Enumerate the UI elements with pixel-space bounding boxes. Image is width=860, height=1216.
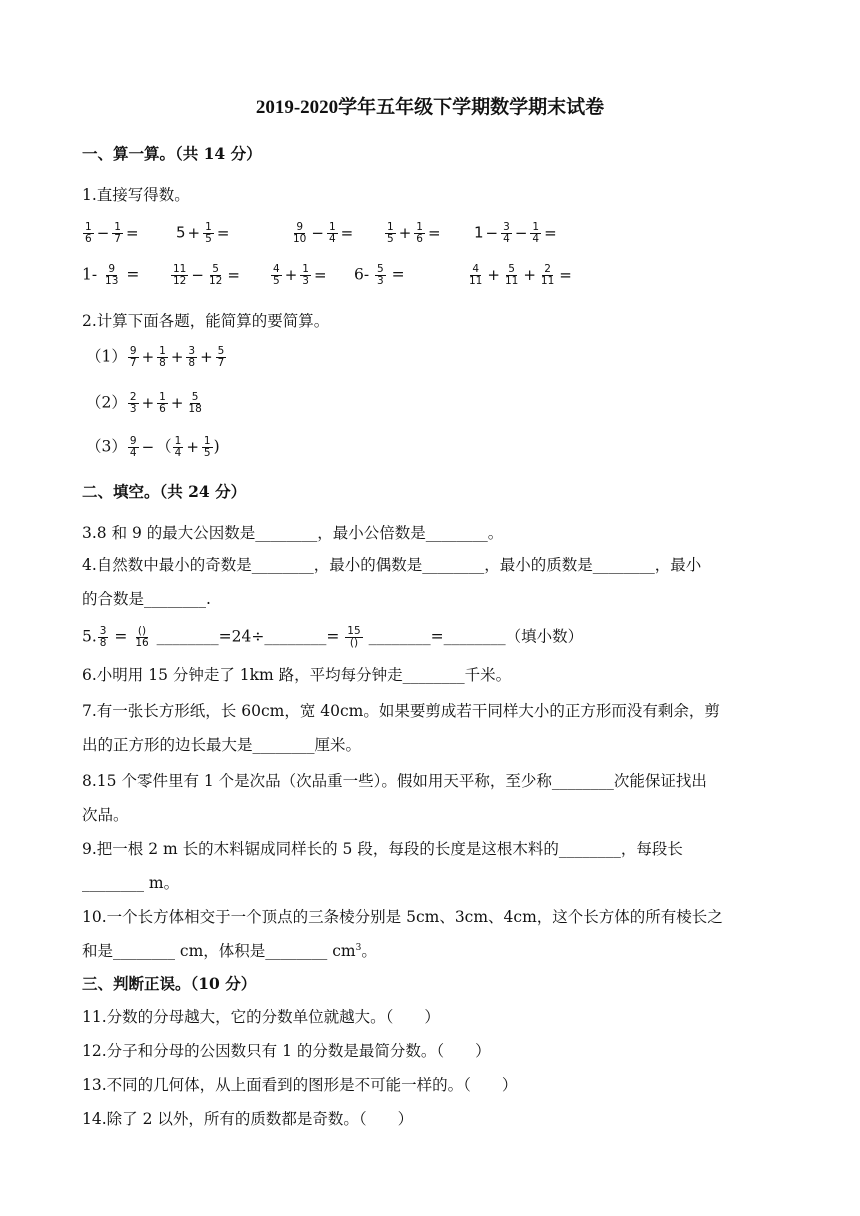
fraction: $\frac{1}{3}$ <box>302 263 309 288</box>
question-5: 5. $\frac{3}{8}$ = $\frac{()}{16}$ ________=24÷________= $\frac{15}{()}$ ________=________（填小数） <box>82 625 584 650</box>
fraction: $\frac{3}{4}$ <box>503 221 510 246</box>
fraction: $\frac{()}{16}$ <box>135 625 149 650</box>
fraction: $\frac{1}{6}$ <box>416 221 423 246</box>
fraction: $\frac{5}{11}$ <box>504 263 519 288</box>
fraction: $\frac{5}{7}$ <box>217 345 225 370</box>
question-1-label: 1.直接写得数。 <box>82 186 190 204</box>
fraction: $\frac{1}{8}$ <box>159 345 166 370</box>
q1-expr-5: 1 − $\frac{3}{4}$ − $\frac{1}{4}$ = <box>474 221 557 246</box>
fraction: $\frac{3}{8}$ <box>188 345 196 370</box>
fraction: $\frac{4}{11}$ <box>469 263 483 288</box>
question-10-line-1: 10.一个长方体相交于一个顶点的三条棱分别是 5cm、3cm、4cm，这个长方体的所有棱长之 <box>82 908 723 926</box>
question-7-line-1: 7.有一张长方形纸，长 60cm，宽 40cm。如果要剪成若干同样大小的正方形而没有剩余，剪 <box>82 702 720 720</box>
question-4-line-2: 的合数是________. <box>82 590 211 608</box>
fraction: $\frac{3}{8}$ <box>99 625 107 650</box>
question-3: 3.8 和 9 的最大公因数是________，最小公倍数是________。 <box>82 524 504 542</box>
question-13: 13.不同的几何体，从上面看到的图形是不可能一样的。（ ） <box>82 1076 518 1094</box>
q1-expr-4: $\frac{1}{5}$ + $\frac{1}{6}$ = <box>387 221 441 246</box>
q1-expr-1: $\frac{1}{6}$ − $\frac{1}{7}$ = <box>85 221 139 246</box>
fraction: $\frac{4}{5}$ <box>273 263 280 288</box>
fraction: $\frac{5}{12}$ <box>208 263 223 288</box>
question-2-label: 2.计算下面各题，能简算的要简算。 <box>82 312 330 330</box>
question-8-line-2: 次品。 <box>82 806 129 824</box>
q2-problem-2: （2） $\frac{2}{3}$ + $\frac{1}{6}$ + $\frac{5}{18}$ <box>86 391 202 416</box>
q2-problem-1: （1） $\frac{9}{7}$ + $\frac{1}{8}$ + $\frac{3}{8}$ + $\frac{5}{7}$ <box>86 345 225 370</box>
fraction: $\frac{2}{3}$ <box>129 391 137 416</box>
fraction: $\frac{1}{5}$ <box>203 435 211 460</box>
question-9-line-1: 9.把一根 2 m 长的木料锯成同样长的 5 段，每段的长度是这根木料的________，每段长 <box>82 840 683 858</box>
question-6: 6.小明用 15 分钟走了 1km 路，平均每分钟走________千米。 <box>82 666 512 684</box>
q1-expr-6: 1- $\frac{9}{13}$ = <box>82 263 140 288</box>
fraction: $\frac{9}{13}$ <box>105 263 119 288</box>
fraction: $\frac{15}{()}$ <box>347 625 361 650</box>
fraction: $\frac{5}{18}$ <box>188 391 202 416</box>
section-heading-2: 二、填空。（共 24 分） <box>82 482 247 501</box>
fraction: $\frac{1}{4}$ <box>328 221 336 246</box>
question-10-line-2: 和是________ cm，体积是________ $cm^3$。 <box>82 942 377 960</box>
fraction: $\frac{1}{4}$ <box>174 435 182 460</box>
fraction: $\frac{11}{12}$ <box>173 263 187 288</box>
fraction: $\frac{1}{6}$ <box>85 221 92 246</box>
page-title: 2019-2020学年五年级下学期数学期末试卷 <box>255 97 605 118</box>
fraction: $\frac{1}{5}$ <box>387 221 394 246</box>
question-14: 14.除了 2 以外，所有的质数都是奇数。（ ） <box>82 1110 414 1128</box>
q1-expr-7: $\frac{11}{12}$ − $\frac{5}{12}$ = <box>173 263 240 288</box>
q1-expr-9: 6- $\frac{5}{3}$ = <box>354 263 405 288</box>
fraction: $\frac{1}{7}$ <box>114 221 121 246</box>
question-11: 11.分数的分母越大，它的分数单位就越大。（ ） <box>82 1008 440 1026</box>
fraction: $\frac{1}{5}$ <box>205 221 212 246</box>
section-heading-3: 三、判断正误。（10 分） <box>82 974 257 993</box>
q2-problem-3: （3） $\frac{9}{4}$ − （ $\frac{1}{4}$ + $\frac{1}{5}$ ) <box>86 435 220 460</box>
section-heading-1: 一、算一算。（共 14 分） <box>82 144 262 163</box>
fraction: $\frac{2}{11}$ <box>540 263 555 288</box>
q1-expr-2: 5 + $\frac{1}{5}$ = <box>176 221 230 246</box>
question-9-line-2: ________ m。 <box>82 874 180 892</box>
q1-expr-3: $\frac{9}{10}$ − $\frac{1}{4}$ = <box>293 221 354 246</box>
fraction: $\frac{1}{6}$ <box>159 391 166 416</box>
fraction: $\frac{5}{3}$ <box>377 263 384 288</box>
question-12: 12.分子和分母的公因数只有 1 的分数是最简分数。（ ） <box>82 1042 491 1060</box>
question-8-line-1: 8.15 个零件里有 1 个是次品（次品重一些）。假如用天平称，至少称________次能保证找出 <box>82 772 707 790</box>
question-7-line-2: 出的正方形的边长最大是________厘米。 <box>82 736 362 754</box>
fraction: $\frac{9}{4}$ <box>129 435 137 460</box>
fraction: $\frac{9}{7}$ <box>129 345 137 370</box>
fraction: $\frac{9}{10}$ <box>293 221 307 246</box>
fraction: $\frac{1}{4}$ <box>532 221 540 246</box>
q1-expr-8: $\frac{4}{5}$ + $\frac{1}{3}$ = <box>273 263 327 288</box>
q1-expr-10: $\frac{4}{11}$ + $\frac{5}{11}$ + $\frac{2}{11}$ = <box>469 263 572 288</box>
question-4-line-1: 4.自然数中最小的奇数是________，最小的偶数是________，最小的质数是________，最小 <box>82 556 702 574</box>
